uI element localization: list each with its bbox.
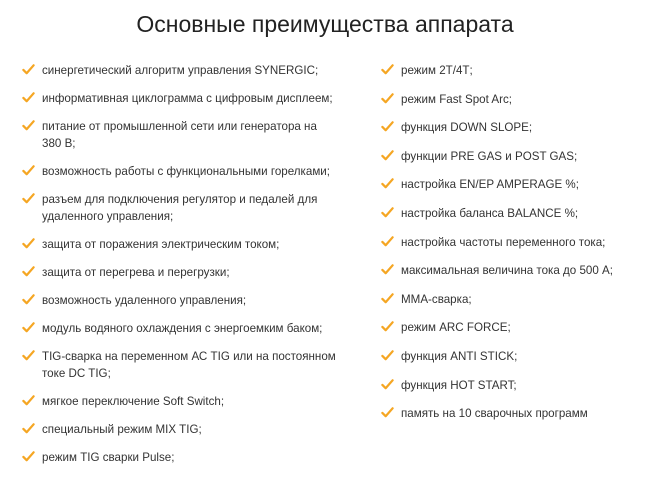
list-item-text: информативная циклограмма с цифровым дисплеем;	[42, 92, 333, 105]
list-item	[22, 236, 338, 253]
check-icon	[22, 450, 35, 463]
list-item-text: разъем для подключения регулятор и педалей для удаленного управления;	[42, 193, 318, 223]
list-item	[22, 449, 338, 466]
check-icon	[22, 63, 35, 76]
list-item	[22, 191, 338, 225]
check-icon	[381, 378, 394, 391]
list-item-text: режим ARC FORCE;	[401, 321, 511, 335]
check-icon	[22, 321, 35, 334]
list-item	[381, 62, 641, 79]
check-icon	[22, 293, 35, 306]
list-item	[22, 421, 338, 438]
list-item	[22, 163, 338, 180]
list-item	[381, 262, 641, 279]
check-icon	[381, 120, 394, 133]
list-item	[381, 291, 641, 308]
list-item-text: питание от промышленной сети или генератора на 380 В;	[42, 120, 317, 150]
list-item	[381, 148, 641, 165]
list-item	[381, 176, 641, 193]
list-item-text: мягкое переключение Soft Switch;	[42, 395, 225, 408]
check-icon	[22, 265, 35, 278]
list-item-text: TIG-сварка на переменном АС TIG или на постоянном токе DC TIG;	[42, 350, 336, 380]
list-item-text: режим TIG сварки Pulse;	[42, 451, 175, 464]
list-item	[22, 393, 338, 410]
check-icon	[22, 91, 35, 104]
check-icon	[381, 149, 394, 162]
check-icon	[22, 237, 35, 250]
list-item-text: память на 10 сварочных программ	[401, 407, 588, 421]
list-item-text: ММА-сварка;	[401, 292, 472, 306]
list-item-text: максимальная величина тока до 500 А;	[401, 264, 613, 278]
list-item	[381, 234, 641, 251]
list-item	[381, 119, 641, 136]
check-icon	[22, 394, 35, 407]
list-item	[22, 62, 338, 79]
check-icon	[22, 422, 35, 435]
list-item-text: режим 2Т/4Т;	[401, 64, 473, 77]
list-item-text: функции PRE GAS и POST GAS;	[401, 149, 578, 163]
page-title: Основные преимущества аппарата	[136, 11, 514, 37]
check-icon	[381, 206, 394, 219]
check-icon	[381, 177, 394, 190]
list-item	[381, 319, 641, 336]
list-item-text: режим Fast Spot Arc;	[401, 92, 513, 106]
check-icon	[22, 349, 35, 362]
check-icon	[22, 119, 35, 132]
check-icon	[381, 406, 394, 419]
check-icon	[381, 235, 394, 248]
check-icon	[381, 92, 394, 105]
check-icon	[381, 349, 394, 362]
list-item-text: модуль водяного охлаждения с энергоемким баком;	[42, 322, 323, 335]
list-item-text: специальный режим MIX TIG;	[42, 423, 202, 436]
list-item-text: защита от перегрева и перегрузки;	[42, 266, 230, 279]
list-item-text: настройка частоты переменного тока;	[401, 235, 606, 249]
list-item-text: функция HOT START;	[401, 378, 517, 392]
check-icon	[381, 263, 394, 276]
list-item-text: настройка EN/EP AMPERAGE %;	[401, 178, 579, 192]
list-item	[22, 292, 338, 309]
list-item-text: синергетический алгоритм управления SYNERGIC;	[42, 64, 319, 77]
check-icon	[381, 63, 394, 76]
list-item	[22, 118, 338, 152]
advantages-list-left	[22, 62, 338, 477]
check-icon	[22, 192, 35, 205]
list-item	[22, 320, 338, 337]
list-item	[381, 205, 641, 222]
list-item	[381, 405, 641, 422]
list-item	[381, 348, 641, 365]
list-item	[22, 348, 338, 382]
list-item-text: защита от поражения электрическим током;	[42, 238, 280, 251]
list-item	[381, 377, 641, 394]
list-item	[22, 264, 338, 281]
check-icon	[381, 292, 394, 305]
check-icon	[22, 164, 35, 177]
list-item-text: функция DOWN SLOPE;	[401, 121, 533, 135]
advantages-list-right	[381, 62, 641, 434]
list-item	[22, 90, 338, 107]
list-item	[381, 91, 641, 108]
check-icon	[381, 320, 394, 333]
list-item-text: настройка баланса BALANCE %;	[401, 206, 579, 220]
list-item-text: функция ANTI STICK;	[401, 349, 518, 363]
list-item-text: возможность удаленного управления;	[42, 294, 247, 307]
list-item-text: возможность работы с функциональными горелками;	[42, 165, 330, 178]
